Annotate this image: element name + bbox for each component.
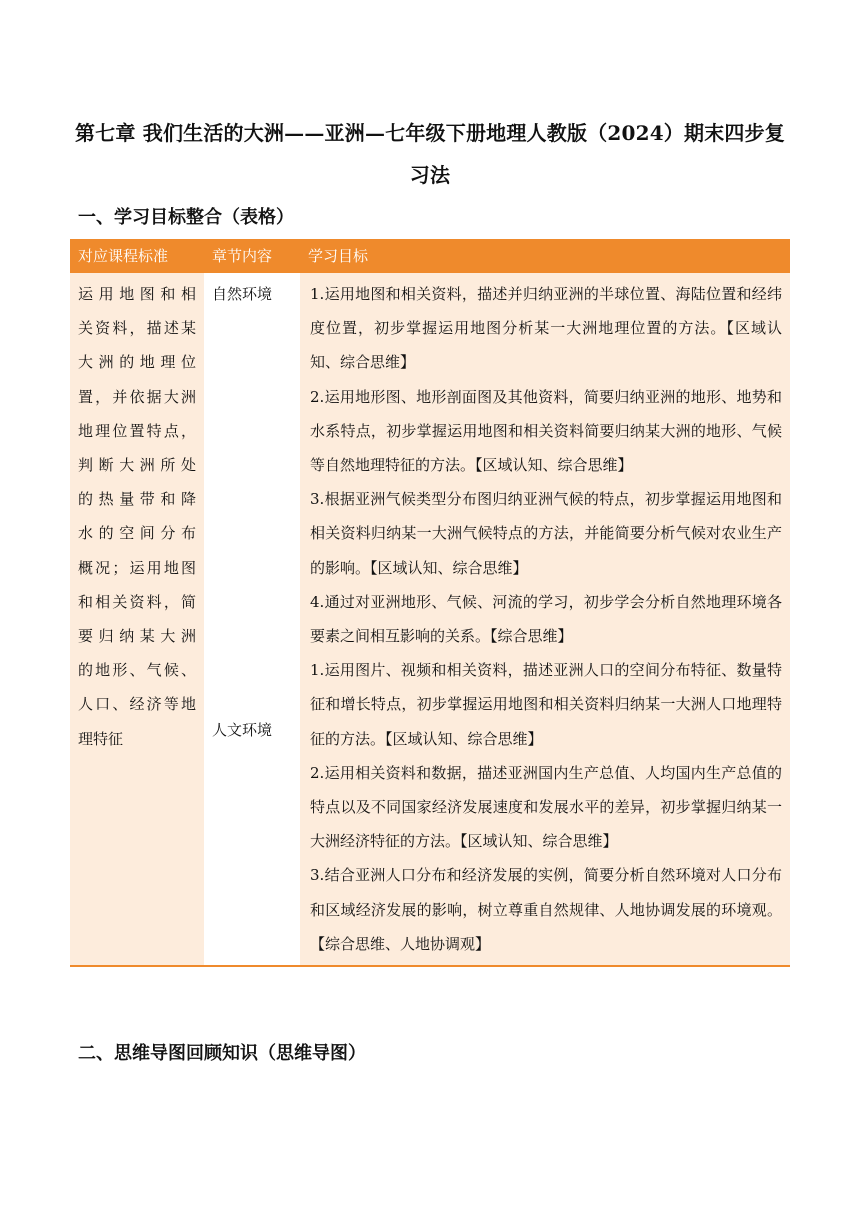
standard-line: 运用地图和相: [78, 285, 196, 303]
curriculum-standard-cell: [70, 273, 204, 965]
standard-line: 理特征: [78, 729, 124, 748]
table-body-row: [70, 273, 790, 965]
table-header-row: [70, 239, 790, 273]
document-title: 第七章 我们生活的大洲——亚洲—七年级下册地理人教版（2024）期末四步复习法: [74, 121, 786, 187]
standard-line: 人口、经济等地: [78, 695, 196, 714]
standard-line: 关资料，描述某: [78, 319, 196, 338]
standard-line: 判断大洲所处: [78, 456, 196, 475]
standard-line: 和相关资料，简: [78, 592, 196, 611]
chapter-natural-environment: 自然环境: [212, 285, 273, 303]
header-learning-goal: 学习目标: [308, 247, 369, 265]
standard-line: 地理位置特点，: [78, 421, 196, 440]
section-heading-mind-map: 二、思维导图回顾知识（思维导图）: [78, 1043, 366, 1064]
standard-line: 置，并依据大洲: [78, 387, 196, 406]
goal-item: 1.运用图片、视频和相关资料，描述亚洲人口的空间分布特征、数量特征和增长特点，初步掌握运用地图和相关资料归纳某一大洲人口地理特征的方法。【区域认知、综合思维】: [310, 661, 782, 748]
header-curriculum-standard: 对应课程标准: [78, 247, 169, 265]
goal-item: 2.运用相关资料和数据，描述亚洲国内生产总值、人均国内生产总值的特点以及不同国家经济发展速度和发展水平的差异，初步掌握归纳某一大洲经济特征的方法。【区域认知、综合思维】: [310, 763, 782, 851]
standard-line: 水的空间分布: [78, 524, 196, 543]
standard-line: 的热量带和降: [78, 490, 196, 509]
learning-goals-table: [70, 239, 790, 967]
learning-goal-cell: [300, 273, 790, 965]
goal-item: 3.根据亚洲气候类型分布图归纳亚洲气候的特点，初步掌握运用地图和相关资料归纳某一大洲气候特点的方法，并能简要分析气候对农业生产的影响。【区域认知、综合思维】: [310, 490, 782, 577]
standard-line: 概况；运用地图: [78, 558, 196, 577]
goal-item: 1.运用地图和相关资料，描述并归纳亚洲的半球位置、海陆位置和经纬度位置，初步掌握运用地图分析某一大洲地理位置的方法。【区域认知、综合思维】: [310, 285, 782, 372]
standard-line: 的地形、气候、: [78, 661, 196, 680]
standard-line: 大洲的地理位: [78, 353, 196, 372]
chapter-human-environment: 人文环境: [212, 721, 273, 739]
section-heading-learning-goals: 一、学习目标整合（表格）: [78, 207, 294, 228]
standard-line: 要归纳某大洲: [78, 627, 196, 646]
goal-item: 2.运用地形图、地形剖面图及其他资料，简要归纳亚洲的地形、地势和水系特点，初步掌握运用地图和相关资料简要归纳某大洲的地形、气候等自然地理特征的方法。【区域认知、综合思维】: [310, 387, 782, 475]
chapter-content-cell: [204, 273, 300, 965]
goal-item: 4.通过对亚洲地形、气候、河流的学习，初步学会分析自然地理环境各要素之间相互影响的关系。【综合思维】: [310, 592, 782, 646]
header-chapter-content: 章节内容: [212, 247, 273, 265]
goal-item: 3.结合亚洲人口分布和经济发展的实例，简要分析自然环境对人口分布和区域经济发展的影响，树立尊重自然规律、人地协调发展的环境观。【综合思维、人地协调观】: [310, 866, 782, 953]
